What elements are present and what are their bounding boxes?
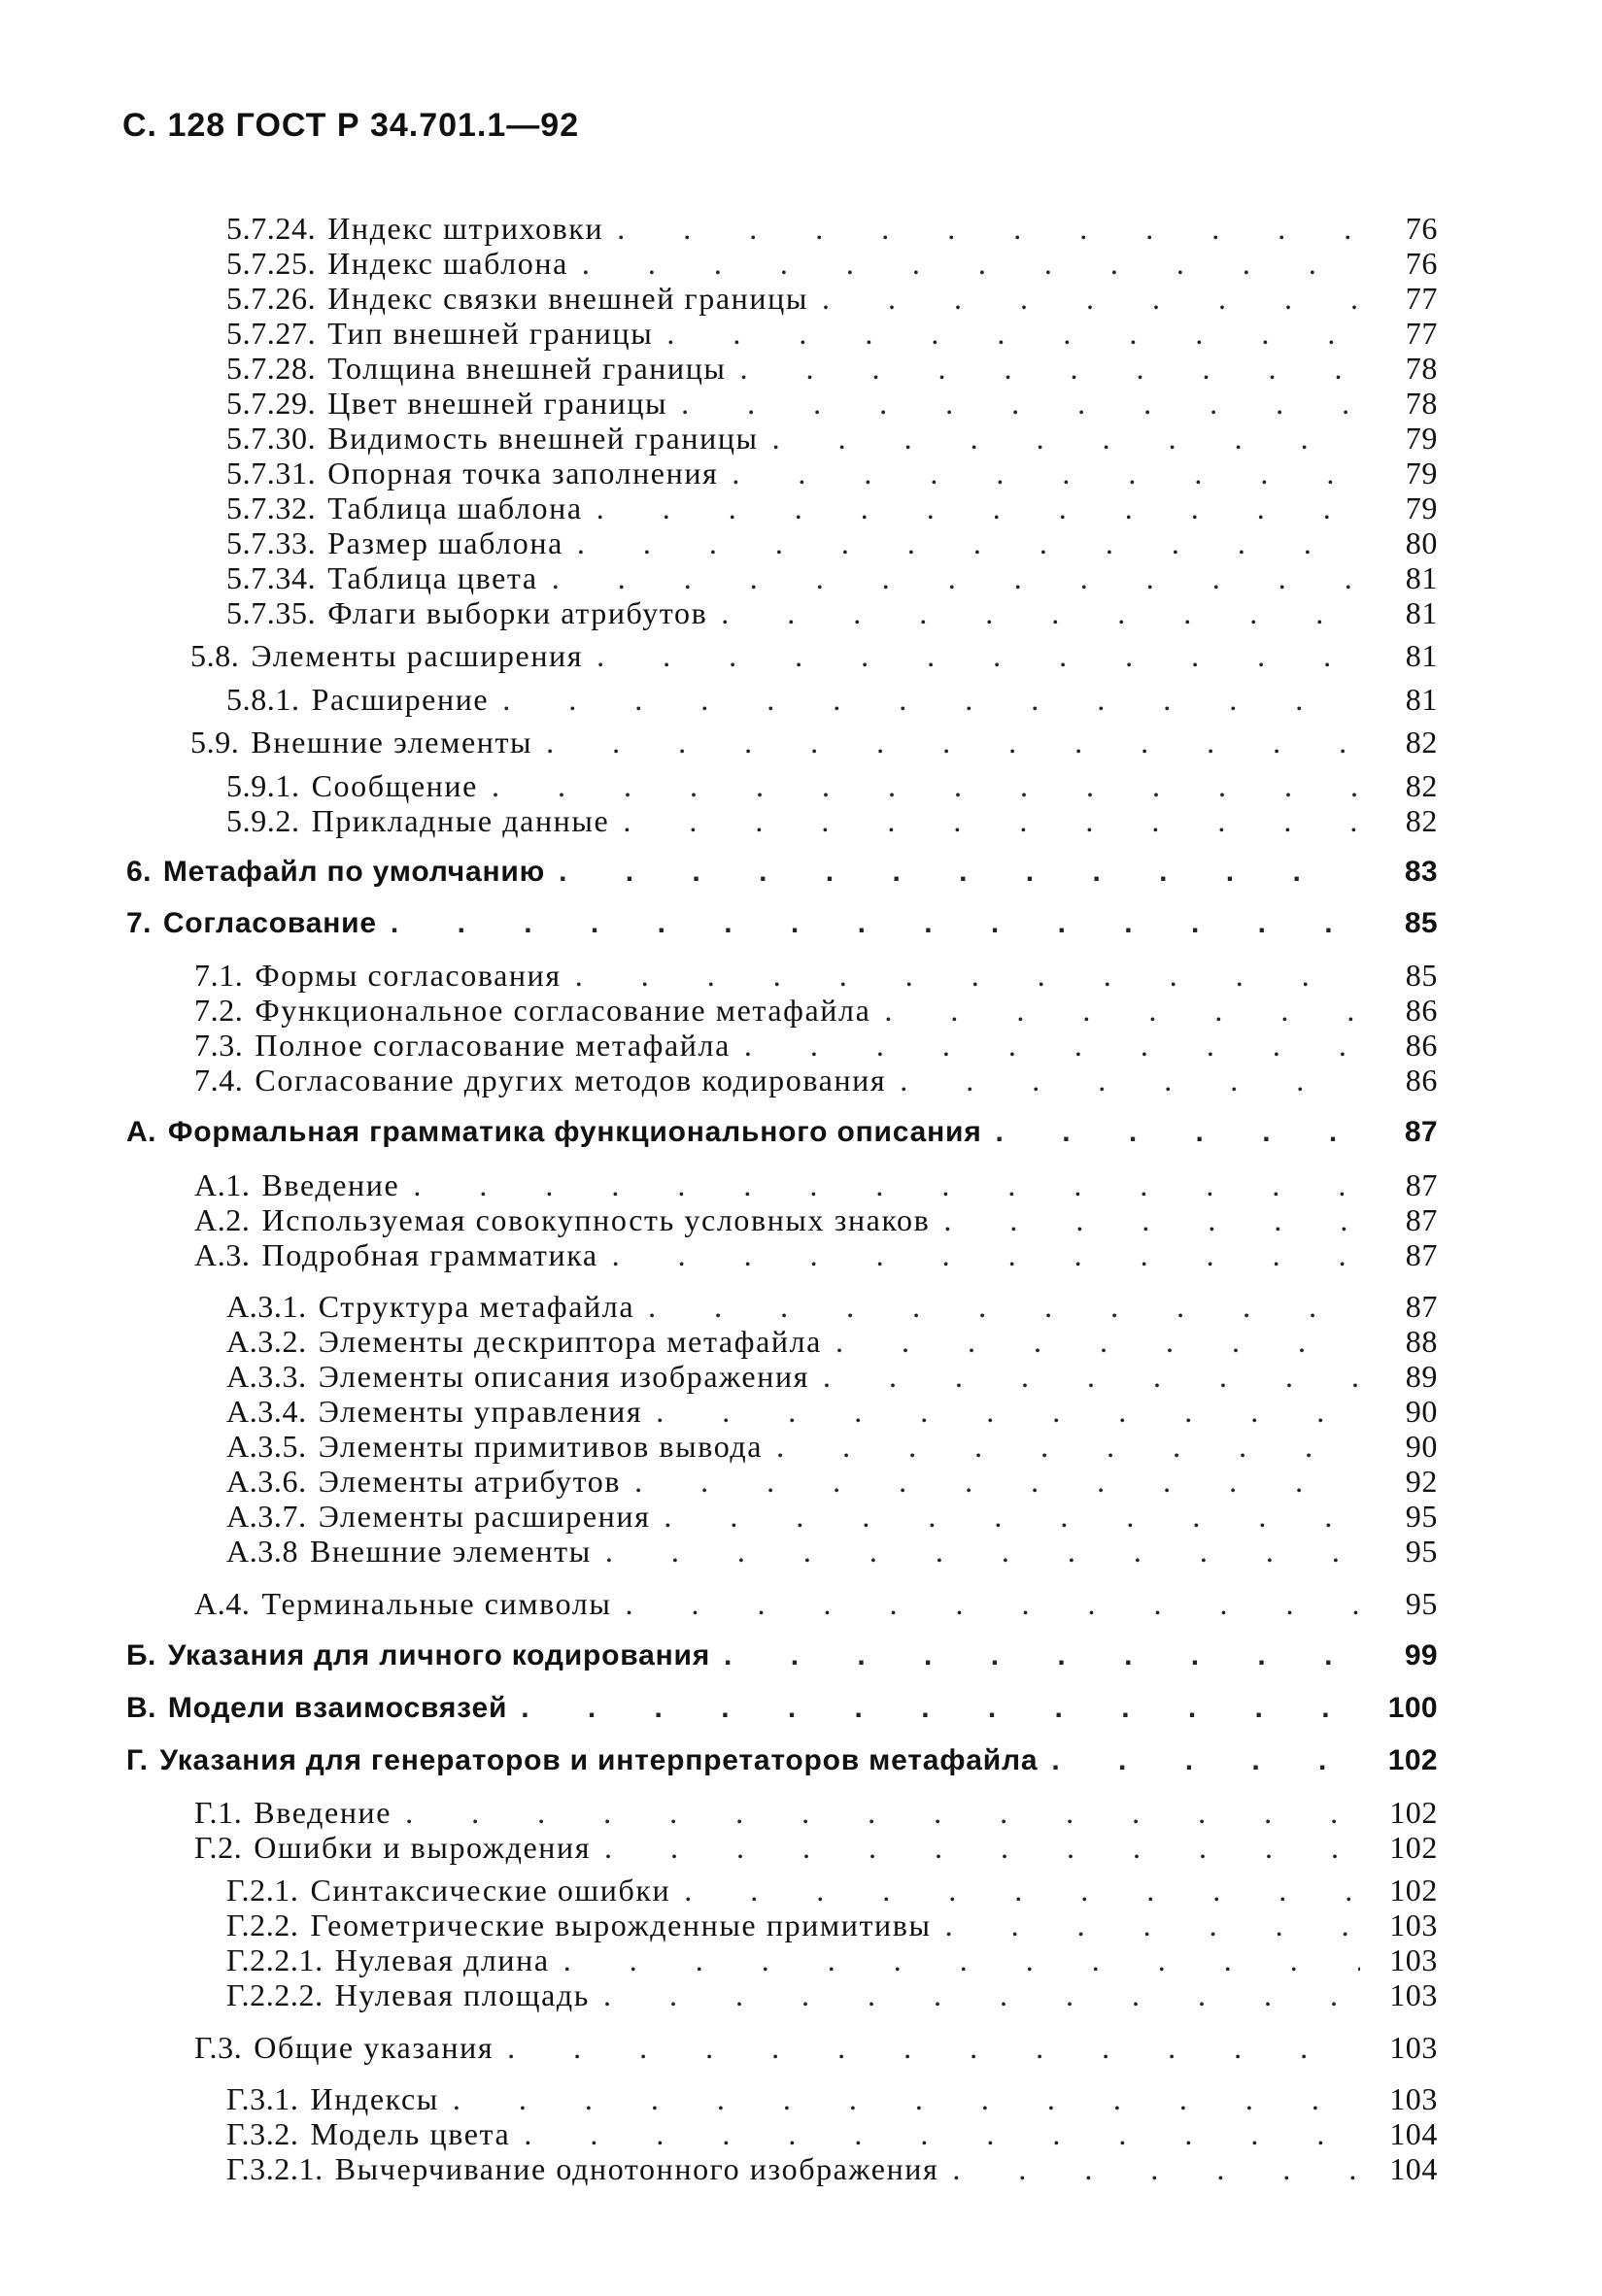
dot-leader — [900, 1061, 1360, 1099]
toc-entry-title: Индекс шаблона — [327, 246, 568, 281]
toc-entry — [226, 801, 1438, 840]
toc-entry — [194, 1793, 1438, 1832]
toc-entry-page: 102 — [1389, 1830, 1438, 1865]
toc-entry-number: А.3. — [194, 1237, 251, 1272]
toc-entry — [226, 1532, 1438, 1570]
toc-entry-page: 95 — [1405, 1499, 1438, 1534]
toc-entry-page: 78 — [1405, 351, 1438, 386]
dot-leader — [559, 853, 1360, 892]
toc-entry — [194, 1061, 1438, 1099]
toc-entry-number: 5.8.1. — [226, 682, 300, 717]
toc-entry-title: Введение — [261, 1167, 400, 1202]
toc-entry-title: Толщина внешней границы — [327, 351, 727, 386]
dot-leader — [823, 1357, 1360, 1396]
dot-leader — [405, 1793, 1360, 1832]
toc-entry-page: 95 — [1405, 1534, 1438, 1569]
toc-entry-page: 103 — [1389, 1942, 1438, 1977]
toc-entry — [226, 766, 1438, 805]
toc-entry-number: 5.7.26. — [226, 281, 317, 316]
dot-leader — [603, 1975, 1360, 2014]
toc-entry-title: Согласование — [162, 907, 377, 939]
toc-entry-page: 100 — [1387, 1692, 1438, 1724]
toc-entry-title: Синтаксические ошибки — [310, 1873, 671, 1908]
dot-leader — [492, 766, 1360, 805]
toc-entry — [226, 1941, 1438, 1979]
toc-entry-title: Указания для генераторов и интерпретаторов метафайла — [159, 1744, 1039, 1776]
dot-leader — [884, 991, 1360, 1030]
toc-entry — [190, 636, 1438, 675]
dot-leader — [684, 1871, 1360, 1909]
toc-entry-title: Таблица шаблона — [327, 490, 583, 525]
toc-entry-page: 102 — [1389, 1873, 1438, 1908]
dot-leader — [502, 680, 1360, 719]
toc-entry-number: 5.7.28. — [226, 351, 317, 386]
dot-leader — [634, 1462, 1360, 1501]
toc-entry-number: 7.4. — [194, 1063, 244, 1097]
dot-leader — [524, 2114, 1360, 2153]
toc-entry-title: Индекс связки внешней границы — [327, 281, 808, 316]
dot-leader — [604, 1828, 1360, 1867]
toc-entry — [226, 279, 1438, 318]
toc-entry-number: 5.7.27. — [226, 316, 317, 351]
dot-leader — [575, 956, 1360, 995]
toc-entry-page: 79 — [1405, 490, 1438, 525]
toc-entry — [126, 904, 1438, 943]
toc-entry — [194, 1026, 1438, 1064]
toc-entry — [226, 2079, 1438, 2118]
toc-entry-number: А.1. — [194, 1167, 251, 1202]
toc-entry-number: 5.9.1. — [226, 768, 300, 803]
toc-entry-page: 103 — [1389, 2081, 1438, 2116]
toc-entry-page: 77 — [1405, 281, 1438, 316]
toc-entry — [226, 2114, 1438, 2153]
dot-leader — [996, 1113, 1360, 1152]
toc-entry — [226, 1497, 1438, 1536]
dot-leader — [943, 1200, 1360, 1239]
dot-leader — [732, 454, 1360, 492]
toc-entry-number: А.2. — [194, 1202, 251, 1237]
toc-entry-title: Полное согласование метафайла — [255, 1028, 731, 1063]
toc-entry — [194, 991, 1438, 1030]
dot-leader — [681, 384, 1360, 422]
toc-entry — [194, 1828, 1438, 1867]
toc-entry-title: Флаги выборки атрибутов — [327, 595, 708, 630]
toc-entry-title: Модель цвета — [310, 2116, 511, 2151]
toc-entry-title: Тип внешней границы — [327, 316, 654, 351]
dot-leader — [945, 1906, 1360, 1944]
toc-entry-number: А.3.5. — [226, 1429, 307, 1464]
toc-entry-number: А.3.4. — [226, 1394, 307, 1429]
dot-leader — [623, 801, 1360, 840]
toc-entry-page: 102 — [1389, 1795, 1438, 1830]
toc-entry — [126, 853, 1438, 892]
toc-entry-page: 82 — [1405, 768, 1438, 803]
toc-entry-title: Индексы — [310, 2081, 439, 2116]
dot-leader — [648, 1287, 1360, 1326]
toc-entry-number: 5.8. — [190, 638, 240, 673]
toc-entry-page: 87 — [1404, 1116, 1438, 1148]
toc-entry — [226, 680, 1438, 719]
toc-entry-title: Цвет внешней границы — [327, 386, 668, 421]
toc-entry-title: Геометрические вырожденные примитивы — [310, 1908, 932, 1942]
toc-entry-title: Элементы расширения — [318, 1499, 651, 1534]
dot-leader — [453, 2079, 1360, 2118]
toc-entry-title: Формальная грамматика функционального описания — [167, 1116, 982, 1148]
toc-entry-title: Вычерчивание однотонного изображения — [334, 2151, 939, 2186]
toc-entry — [194, 1584, 1438, 1623]
toc-entry — [226, 1462, 1438, 1501]
toc-entry — [194, 1200, 1438, 1239]
toc-entry-title: Расширение — [311, 682, 490, 717]
toc-entry-number: 7.3. — [194, 1028, 244, 1063]
page-header: С. 128 ГОСТ Р 34.701.1—92 — [122, 107, 580, 144]
toc-entry-title: Прикладные данные — [311, 803, 610, 838]
dot-leader — [740, 349, 1360, 388]
dot-leader — [724, 1637, 1360, 1675]
toc-entry-number: 5.7.32. — [226, 490, 317, 525]
toc-entry-number: Г.2.1. — [226, 1873, 299, 1908]
toc-entry — [226, 1975, 1438, 2014]
toc-entry — [226, 1392, 1438, 1431]
toc-entry-number: 5.9.2. — [226, 803, 300, 838]
toc-entry-number: Г.1. — [194, 1795, 243, 1830]
toc-entry-title: Нулевая длина — [334, 1942, 550, 1977]
toc-entry-page: 103 — [1389, 2030, 1438, 2065]
dot-leader — [596, 636, 1360, 675]
toc-entry — [226, 1322, 1438, 1361]
toc-entry — [226, 384, 1438, 422]
toc-entry-page: 85 — [1405, 958, 1438, 993]
toc-entry-title: Элементы управления — [318, 1394, 643, 1429]
toc-entry-page: 82 — [1405, 725, 1438, 760]
toc-entry-number: 5.7.35. — [226, 595, 317, 630]
toc-entry-title: Элементы описания изображения — [318, 1359, 809, 1394]
toc-entry-title: Метафайл по умолчанию — [162, 856, 546, 888]
toc-entry-title: Таблица цвета — [327, 560, 538, 595]
toc-entry-title: Ошибки и вырождения — [254, 1830, 592, 1865]
toc-entry-title: Указания для личного кодирования — [167, 1639, 711, 1671]
toc-entry-title: Структура метафайла — [318, 1289, 635, 1324]
dot-leader — [656, 1392, 1360, 1431]
toc-entry-title: Видимость внешней границы — [327, 421, 759, 456]
toc-entry — [226, 489, 1438, 527]
toc-entry — [226, 523, 1438, 562]
toc-entry-title: Нулевая площадь — [334, 1977, 590, 2012]
dot-leader — [776, 1427, 1360, 1466]
toc-entry-page: 86 — [1405, 993, 1438, 1028]
toc-entry-page: 78 — [1405, 386, 1438, 421]
toc-entry-page: 103 — [1389, 1977, 1438, 2012]
dot-leader — [664, 1497, 1360, 1536]
toc-entry — [226, 209, 1438, 248]
dot-leader — [772, 419, 1360, 457]
toc-entry-page: 92 — [1405, 1464, 1438, 1499]
toc-entry — [226, 593, 1438, 632]
toc-entry-number: А.3.2. — [226, 1324, 307, 1359]
toc-entry-number: Г.2.2. — [226, 1908, 299, 1942]
toc-entry-title: Внешние элементы — [310, 1534, 592, 1569]
toc-entry-page: 81 — [1405, 560, 1438, 595]
toc-entry-title: Общие указания — [254, 2030, 494, 2065]
toc-entry-page: 104 — [1389, 2151, 1438, 2186]
toc-entry — [226, 419, 1438, 457]
toc-entry — [194, 2028, 1438, 2067]
toc-entry — [226, 1427, 1438, 1466]
dot-leader — [552, 558, 1360, 597]
toc-entry-page: 95 — [1405, 1586, 1438, 1621]
dot-leader — [507, 2028, 1360, 2067]
toc-entry-title: Модели взаимосвязей — [167, 1692, 508, 1724]
toc-entry-page: 76 — [1405, 211, 1438, 246]
toc-entry-title: Сообщение — [311, 768, 478, 803]
toc-entry-page: 81 — [1405, 682, 1438, 717]
toc-entry-number: Г. — [126, 1744, 149, 1776]
dot-leader — [952, 2149, 1360, 2188]
toc-entry-number: 5.7.25. — [226, 246, 317, 281]
dot-leader — [617, 209, 1360, 248]
toc-entry-number: Г.3.2. — [226, 2116, 299, 2151]
toc-entry-number: Г.2.2.2. — [226, 1977, 324, 2012]
toc-entry-number: 6. — [126, 856, 152, 888]
toc-entry-number: 7.1. — [194, 958, 244, 993]
dot-leader — [625, 1584, 1360, 1623]
toc-entry-page: 90 — [1405, 1429, 1438, 1464]
toc-entry-number: Г.3.1. — [226, 2081, 299, 2116]
toc-entry-title: Подробная грамматика — [261, 1237, 598, 1272]
toc-entry-page: 102 — [1387, 1744, 1438, 1776]
toc-entry — [226, 454, 1438, 492]
toc-entry-page: 79 — [1405, 421, 1438, 456]
toc-entry-number: А. — [126, 1116, 156, 1148]
toc-entry-title: Внешние элементы — [251, 725, 533, 760]
dot-leader — [521, 1689, 1360, 1728]
toc-entry-title: Используемая совокупность условных знаков — [261, 1202, 931, 1237]
toc-entry — [226, 2149, 1438, 2188]
dot-leader — [563, 1941, 1360, 1979]
toc-entry-page: 86 — [1405, 1028, 1438, 1063]
toc-entry-page: 87 — [1405, 1237, 1438, 1272]
toc-entry-page: 103 — [1389, 1908, 1438, 1942]
toc-entry — [226, 314, 1438, 353]
toc-entry-page: 86 — [1405, 1063, 1438, 1097]
dot-leader — [596, 489, 1360, 527]
toc-entry-number: 7. — [126, 907, 152, 939]
toc-entry-number: Б. — [126, 1639, 156, 1671]
dot-leader — [744, 1026, 1360, 1064]
dot-leader — [1051, 1741, 1360, 1780]
toc-entry — [126, 1637, 1438, 1675]
toc-entry-title: Элементы расширения — [251, 638, 584, 673]
toc-entry — [226, 1871, 1438, 1909]
toc-entry-number: А.4. — [194, 1586, 251, 1621]
toc-entry-page: 87 — [1405, 1167, 1438, 1202]
toc-entry-page: 82 — [1405, 803, 1438, 838]
toc-entry-page: 90 — [1405, 1394, 1438, 1429]
toc-entry-title: Индекс штриховки — [327, 211, 604, 246]
toc-entry-number: Г.2.2.1. — [226, 1942, 324, 1977]
dot-leader — [546, 723, 1360, 761]
dot-leader — [391, 904, 1360, 943]
toc-entry-page: 89 — [1405, 1359, 1438, 1394]
toc-entry-page: 79 — [1405, 456, 1438, 490]
toc-entry — [194, 956, 1438, 995]
toc-entry-number: В. — [126, 1692, 156, 1724]
toc-entry — [194, 1165, 1438, 1204]
toc-entry-page: 77 — [1405, 316, 1438, 351]
toc-entry-page: 104 — [1389, 2116, 1438, 2151]
dot-leader — [605, 1532, 1360, 1570]
toc-entry-number: А.3.1. — [226, 1289, 307, 1324]
toc-entry-number: Г.2. — [194, 1830, 243, 1865]
toc-entry-number: А.3.7. — [226, 1499, 307, 1534]
toc-entry — [226, 1357, 1438, 1396]
toc-entry — [226, 244, 1438, 283]
toc-entry-number: 5.7.31. — [226, 456, 317, 490]
toc-entry-page: 76 — [1405, 246, 1438, 281]
toc-entry-title: Опорная точка заполнения — [327, 456, 719, 490]
toc-entry-title: Терминальные символы — [261, 1586, 612, 1621]
toc-entry — [226, 1906, 1438, 1944]
toc-entry-title: Размер шаблона — [327, 525, 563, 560]
toc-entry-title: Элементы атрибутов — [318, 1464, 622, 1499]
toc-entry — [190, 723, 1438, 761]
toc-entry-number: 5.7.29. — [226, 386, 317, 421]
toc-entry-number: 5.7.30. — [226, 421, 317, 456]
toc-entry-number: 7.2. — [194, 993, 244, 1028]
toc-entry — [126, 1113, 1438, 1152]
toc-entry-page: 87 — [1405, 1202, 1438, 1237]
toc-entry-number: Г.3.2.1. — [226, 2151, 324, 2186]
toc-entry-number: 5.7.24. — [226, 211, 317, 246]
toc-entry-page: 81 — [1405, 638, 1438, 673]
dot-leader — [577, 523, 1360, 562]
toc-entry-number: Г.3. — [194, 2030, 243, 2065]
toc-entry-title: Согласование других методов кодирования — [255, 1063, 887, 1097]
toc-entry-number: А.3.3. — [226, 1359, 307, 1394]
toc-entry — [226, 1287, 1438, 1326]
toc-entry-title: Формы согласования — [255, 958, 562, 993]
toc-entry — [226, 558, 1438, 597]
toc-entry-page: 80 — [1405, 525, 1438, 560]
toc-entry-number: 5.7.34. — [226, 560, 317, 595]
toc-entry-page: 83 — [1404, 856, 1438, 888]
toc-entry-title: Функциональное согласование метафайла — [255, 993, 871, 1028]
toc-entry-page: 88 — [1405, 1324, 1438, 1359]
dot-leader — [582, 244, 1360, 283]
dot-leader — [721, 593, 1360, 632]
toc-entry — [126, 1689, 1438, 1728]
toc-entry-number: 5.7.33. — [226, 525, 317, 560]
dot-leader — [822, 279, 1360, 318]
dot-leader — [612, 1235, 1360, 1274]
toc-entry-number: 5.9. — [190, 725, 240, 760]
toc-entry — [126, 1741, 1438, 1780]
toc-entry-number: А.3.6. — [226, 1464, 307, 1499]
toc-entry-page: 99 — [1404, 1639, 1438, 1671]
toc-entry — [226, 349, 1438, 388]
toc-entry-title: Элементы дескриптора метафайла — [318, 1324, 822, 1359]
toc-entry-page: 85 — [1404, 907, 1438, 939]
toc-entry-title: Элементы примитивов вывода — [318, 1429, 764, 1464]
dot-leader — [666, 314, 1360, 353]
toc-entry-number: А.3.8 — [226, 1534, 299, 1569]
toc-entry-page: 81 — [1405, 595, 1438, 630]
toc-entry-page: 87 — [1405, 1289, 1438, 1324]
dot-leader — [413, 1165, 1360, 1204]
toc-entry-title: Введение — [254, 1795, 392, 1830]
toc-entry — [194, 1235, 1438, 1274]
dot-leader — [835, 1322, 1360, 1361]
